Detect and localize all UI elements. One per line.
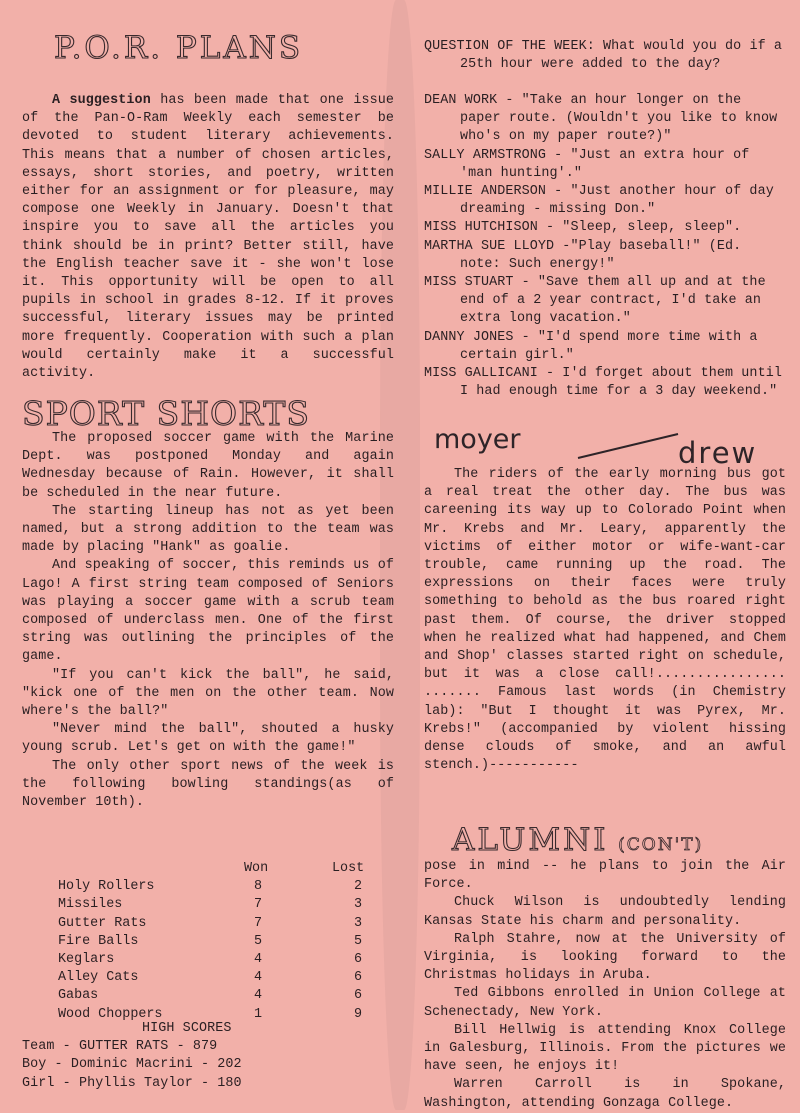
bowling-standings-table [58,860,364,1024]
team-lost: 9 [354,1006,363,1022]
high-score-line: Girl - Phyllis Taylor - 180 [22,1075,242,1091]
team-name: Alley Cats [58,970,139,986]
sports-paragraph-4: "If you can't kick the ball", he said, "kick one of the men on the other team. Now where's the ball?" [22,667,394,720]
sports-article [22,430,394,812]
team-won: 4 [254,970,263,986]
high-scores-title: HIGH SCORES [142,1021,232,1036]
team-name: Gutter Rats [58,915,147,931]
team-lost: 6 [354,952,363,968]
table-row [58,915,364,933]
sports-paragraph-1: The proposed soccer game with the Marine Dept. was postponed Monday and again Wednesday because of Rain. However, it shall be scheduled in the near future. [22,431,394,501]
team-name: Gabas [58,988,99,1004]
high-score-line: Team - GUTTER RATS - 879 [22,1039,218,1055]
answer-item: MILLIE ANDERSON - "Just another hour of day dreaming - missing Don." [424,184,774,218]
sports-paragraph-2: The starting lineup has not as yet been named, but a strong addition to the team was made by placing "Hank" as goalie. [22,503,394,556]
team-name: Keglars [58,952,115,968]
team-lost: 6 [354,970,363,986]
team-name: Wood Choppers [58,1006,163,1022]
answer-item: MISS STUART - "Save them all up and at the end of a 2 year contract, I'd take an extra long vacation." [424,275,766,327]
alumni-paragraph: Bill Hellwig is attending Knox College in Galesburg, Illinois. From the pictures we have seen, he enjoys it! [424,1022,786,1075]
plans-lead: A suggestion [52,93,151,108]
answer-item: SALLY ARMSTRONG - "Just an extra hour of 'man hunting'." [424,147,750,181]
alumni-paragraph: Ralph Stahre, now at the University of Virginia, is looking forward to the Christmas holidays in Aruba. [424,931,786,984]
alumni-paragraph: Ted Gibbons enrolled in Union College at Schenectady, New York. [424,986,786,1020]
sports-paragraph-6: The only other sport news of the week is the following bowling standings(as of November 10th). [22,758,394,811]
question-text: What would you do if a 25th hour were added to the day? [460,39,782,73]
question-title: QUESTION OF THE WEEK: [424,39,595,54]
answer-item: DEAN WORK - "Take an hour longer on the paper route. (Wouldn't you like to know who's on my paper route?)" [424,93,778,145]
team-lost: 3 [354,897,363,913]
moyer-heading: moyer [434,424,521,455]
drew-heading: drew [678,436,758,470]
alumni-lead: pose in mind -- he plans to join the Air Force. [424,859,786,893]
table-header-cell: Lost [332,861,365,876]
plans-heading: P.O.R. PLANS [54,30,304,66]
team-lost: 3 [354,915,363,931]
answer-item: MISS GALLICANI - I'd forget about them until I had enough time for a 3 day weekend." [424,366,782,400]
team-lost: 5 [354,933,363,949]
table-header-row [58,860,364,878]
team-won: 5 [254,933,263,949]
team-won: 4 [254,952,263,968]
moyer-article [424,466,786,775]
alumni-heading: ALUMNI [452,822,609,858]
team-won: 7 [254,915,263,931]
alumni-paragraph: Chuck Wilson is undoubtedly lending Kansas State his charm and personality. [424,895,786,929]
dash-line-icon [574,428,684,464]
high-score-line: Boy - Dominic Macrini - 202 [22,1057,242,1073]
question-answers [424,92,786,401]
table-row [58,896,364,914]
table-header-cell: Won [244,861,269,876]
team-lost: 6 [354,988,363,1004]
answer-item: MISS HUTCHISON - "Sleep, sleep, sleep". [424,220,742,236]
team-won: 1 [254,1006,263,1022]
plans-body: has been made that one issue of the Pan-O-Ram Weekly each semester be devoted to student literary achievements. This means that a number of chosen articles, essays, short stories, and poetry, written either for an assignment or for pleasure, may compose one Weekly in January. Doesn't that inspire you to save all the articles you think should be in print? Better still, have the English teacher save it - she won't lose it. This opportunity will be open to all pupils in school in grades 8-12. If it proves successful, literary issues may be printed more frequently. Cooperation with such a plan would certainly make it a successful activity. [22,93,394,382]
team-name: Holy Rollers [58,879,155,895]
moyer-text: The riders of the early morning bus got a real treat the other day. The bus was careening its way up to Colorado Point when Mr. Krebs and Mr. Leary, apparently the victims of either motor or wife-want-car trouble, came running up the road. The expressions on their faces were truly something to behold as the bus roared right past them. Of course, the driver stopped when he realized what had happened, and Chem and Shop' classes started right on schedule, but it was a close call!................ ....... Famous last words (in Chemistry lab): "But I thought it was Pyrex, Mr. Krebs!" (accompanied by violent hissing dense clouds of smoke, and an awful stench.)----------- [424,467,786,774]
alumni-article [424,858,786,1113]
sports-paragraph-3: And speaking of soccer, this reminds us of Lago! A first string team composed of Seniors was playing a soccer game with a scrub team composed of underclass men. One of the first string was outlining the principles of the game. [22,558,394,665]
table-header-cell [58,860,244,878]
table-row [58,878,364,896]
answer-item: DANNY JONES - "I'd spend more time with a certain girl." [424,329,758,363]
team-won: 7 [254,897,263,913]
table-row [58,987,364,1005]
team-won: 4 [254,988,263,1004]
question-of-week [424,38,786,74]
plans-article [22,92,394,383]
team-name: Missiles [58,897,123,913]
alumni-heading-group [452,822,703,858]
sports-paragraph-5: "Never mind the ball", shouted a husky young scrub. Let's get on with the game!" [22,722,394,756]
table-row [58,933,364,951]
table-row [58,969,364,987]
sports-heading: SPORT SHORTS [22,394,310,433]
table-row [58,951,364,969]
team-lost: 2 [354,879,363,895]
team-won: 8 [254,879,263,895]
alumni-continued: (CON'T) [618,835,704,855]
answer-item: MARTHA SUE LLOYD -"Play baseball!" (Ed. note: Such energy!" [424,238,742,272]
high-scores [22,1020,394,1093]
team-name: Fire Balls [58,933,139,949]
alumni-paragraph: Warren Carroll is in Spokane, Washington, attending Gonzaga College. [424,1077,786,1111]
